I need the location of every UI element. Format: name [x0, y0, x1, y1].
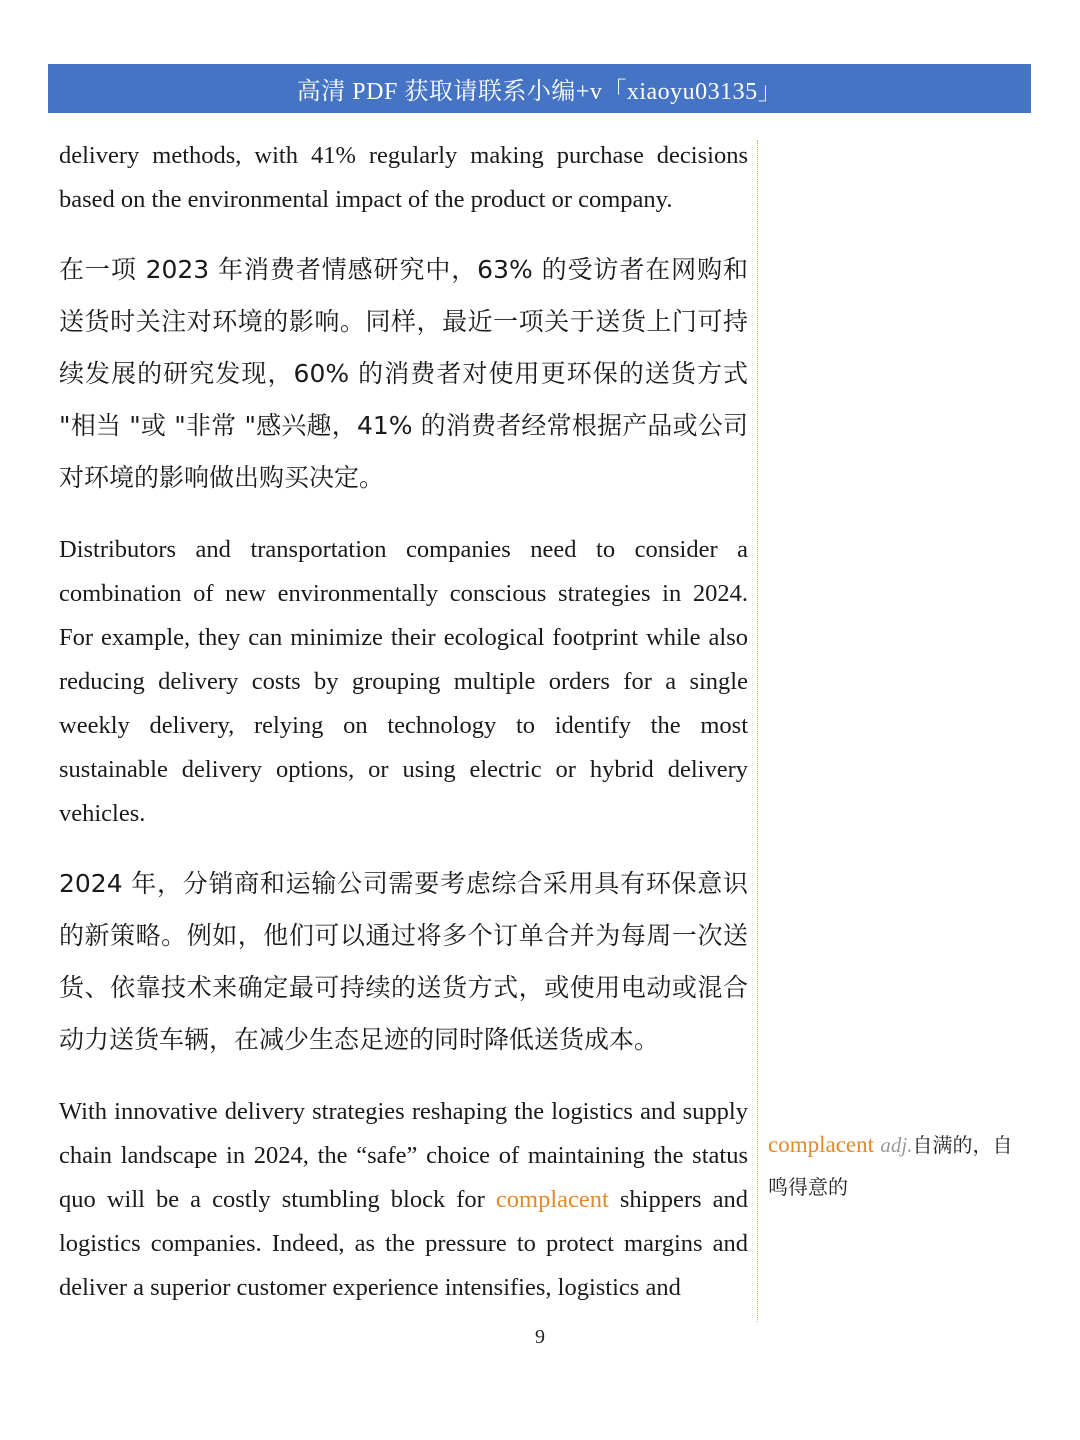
paragraph-zh-1: 在一项 2023 年消费者情感研究中，63% 的受访者在网购和送货时关注对环境的影响。同样，最近一项关于送货上门可持续发展的研究发现，60% 的消费者对使用更环保的送货方式 "相当 "或 "非常 "感兴趣，41% 的消费者经常根据产品或公司对环境的影响做出购买决定。	[59, 255, 748, 492]
paragraph-en-3-before: With innovative delivery strategies reshaping the logistics and supply chain landscape in 2024, the “safe” choice of maintaining the status quo will be a costly stumbling block for	[59, 1098, 748, 1213]
paragraph-en-3-after: shippers and logistics companies. Indeed, as the pressure to protect margins and deliver a superior customer experience intensifies, logistics and	[59, 1186, 748, 1301]
vocab-meaning: 自满的，自鸣得意的	[768, 1133, 1013, 1199]
vocab-pos: adj.	[880, 1133, 913, 1157]
page-number: 9	[535, 1326, 545, 1348]
banner-text: 高清 PDF 获取请联系小编+v「xiaoyu03135」	[296, 79, 783, 105]
main-text-column	[59, 134, 748, 1310]
header-banner	[48, 64, 1031, 113]
paragraph-zh-2: 2024 年，分销商和运输公司需要考虑综合采用具有环保意识的新策略。例如，他们可以通过将多个订单合并为每周一次送货、依靠技术来确定最可持续的送货方式，或使用电动或混合动力送货车辆，在减少生态足迹的同时降低送货成本。	[59, 869, 748, 1054]
margin-divider	[757, 140, 758, 1322]
paragraph-en-3	[59, 1090, 748, 1310]
highlighted-word: complacent	[495, 1186, 609, 1213]
paragraph-en-1: delivery methods, with 41% regularly making purchase decisions based on the environmental impact of the product or company.	[59, 142, 748, 213]
paragraph-en-2: Distributors and transportation companies need to consider a combination of new environmentally conscious strategies in 2024. For example, they can minimize their ecological footprint while also reducing delivery costs by grouping multiple orders for a single weekly delivery, relying on technology to identify the most sustainable delivery options, or using electric or hybrid delivery vehicles.	[59, 536, 748, 827]
vocab-term: complacent	[768, 1132, 875, 1157]
vocab-note	[768, 1124, 1028, 1208]
